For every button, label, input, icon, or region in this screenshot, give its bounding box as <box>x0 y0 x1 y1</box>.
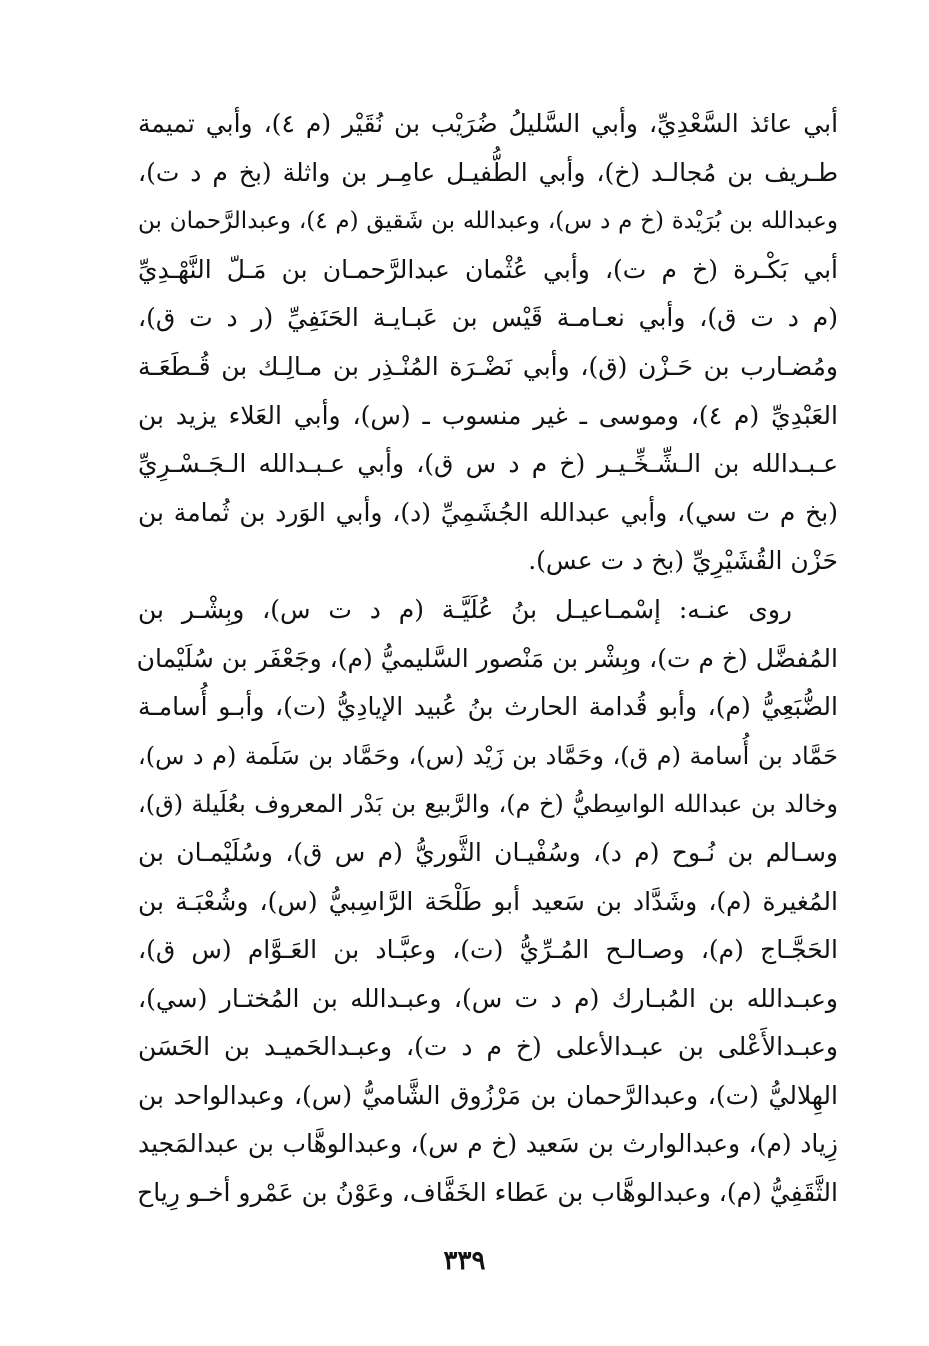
text-line: المُفضَّل (خ م ت)، وبِشْر بن مَنْصور السَّليميُّ (م)، وجَعْفَر بن سُلَيْمان <box>136 643 838 673</box>
text-line: زِياد (م)، وعبدالوارث بن سَعيد (خ م س)، وعبدالوهَّاب بن عبدالمَجيد <box>138 1129 838 1159</box>
text-line: الثَّقَفِيُّ (م)، وعبدالوهَّاب بن عَطاء الخَفَّاف، وعَوْنُ بن عَمْرو أخـو رِياح <box>137 1178 838 1208</box>
text-line: وسـالم بن نُـوح (م د)، وسُفْيـان الثَّوريُّ (م س ق)، وسُلَيْمـان بن <box>138 837 838 867</box>
text-line: حَمَّاد بن أُسامة (م ق)، وحَمَّاد بن زَيْد (س)، وحَمَّاد بن سَلَمة (م د س)، <box>138 741 838 770</box>
text-line: وعبـدالأَعْلى بن عبـدالأعلى (خ م د ت)، وعبـدالحَميـد بن الحَسَن <box>138 1032 838 1062</box>
text-line: أبي عائذ السَّعْدِيِّ، وأبي السَّليلُ ضُرَيْب بن نُقَيْر (م ٤)، وأبي تميمة <box>138 109 839 138</box>
text-line: ومُضـارب بن حَـزْن (ق)، وأبي نَضْـرَة المُنْـذِر بن مـالِـك بن قُـطَعَـة <box>138 351 838 381</box>
text-line: وخالد بن عبدالله الواسِطيُّ (خ م)، والرَّبيع بن بَدْر المعروف بعُلَيلة (ق)، <box>138 790 838 819</box>
text-line: حَزْن القُشَيْرِيِّ (بخ د ت عس). <box>528 546 838 576</box>
page-number: ٣٣٩ <box>443 1246 486 1276</box>
text-line: روى عنـه: إسْمـاعيـل بنُ عُلَيَّـة (م د ت س)، وبِشْـر بن <box>138 594 792 624</box>
text-line: العَبْدِيِّ (م ٤)، وموسى ـ غير منسوب ـ (س)، وأبي العَلاء يزيد بن <box>138 400 838 430</box>
text-line: عـبـدالله بن الـشِّـخِّـيـر (خ م د س ق)، وأبي عـبـدالله الـجَـسْـرِيِّ <box>138 449 838 479</box>
text-line: الحَجَّـاج (م)، وصـالـح المُـرِّيُّ (ت)، وعبَّـاد بن العَـوَّام (س ق)، <box>138 935 838 965</box>
text-line: وعبـدالله بن المُبـارك (م د ت س)، وعبـدالله بن المُختـار (سي)، <box>138 983 838 1013</box>
text-line: (م د ت ق)، وأبي نعـامـة قَيْس بن عَبـايـة الحَنَفِيِّ (ر د ت ق)، <box>138 303 838 333</box>
text-line: (بخ م ت سي)، وأبي عبدالله الجُشَمِيِّ (د)، وأبي الوَرد بن ثُمامة بن <box>138 497 838 527</box>
text-line: وعبدالله بن بُرَيْدة (خ م د س)، وعبدالله بن شَقيق (م ٤)، وعبدالرَّحمان بن <box>138 208 838 235</box>
text-line: الضُّبَعِيُّ (م)، وأبو قُدامة الحارث بنُ عُبيد الإيادِيُّ (ت)، وأبـو أُسامـة <box>138 692 838 722</box>
text-line: أبي بَكْـرة (خ م ت)، وأبي عُثْمان عبدالرَّحمـان بن مَـلّ النَّهْـدِيِّ <box>138 254 838 284</box>
text-body <box>138 100 838 1218</box>
text-line: طـريف بن مُجالـد (خ)، وأبي الطُّفيـل عامِـر بن واثلة (بخ م د ت)، <box>138 157 838 187</box>
text-line: الهِلاليُّ (ت)، وعبدالرَّحمان بن مَرْزُوق الشَّاميُّ (س)، وعبدالواحد بن <box>138 1080 838 1110</box>
text-line: المُغيرة (م)، وشَدَّاد بن سَعيد أبو طَلْحَة الرَّاسِبيُّ (س)، وشُعْبَـة بن <box>138 886 838 916</box>
